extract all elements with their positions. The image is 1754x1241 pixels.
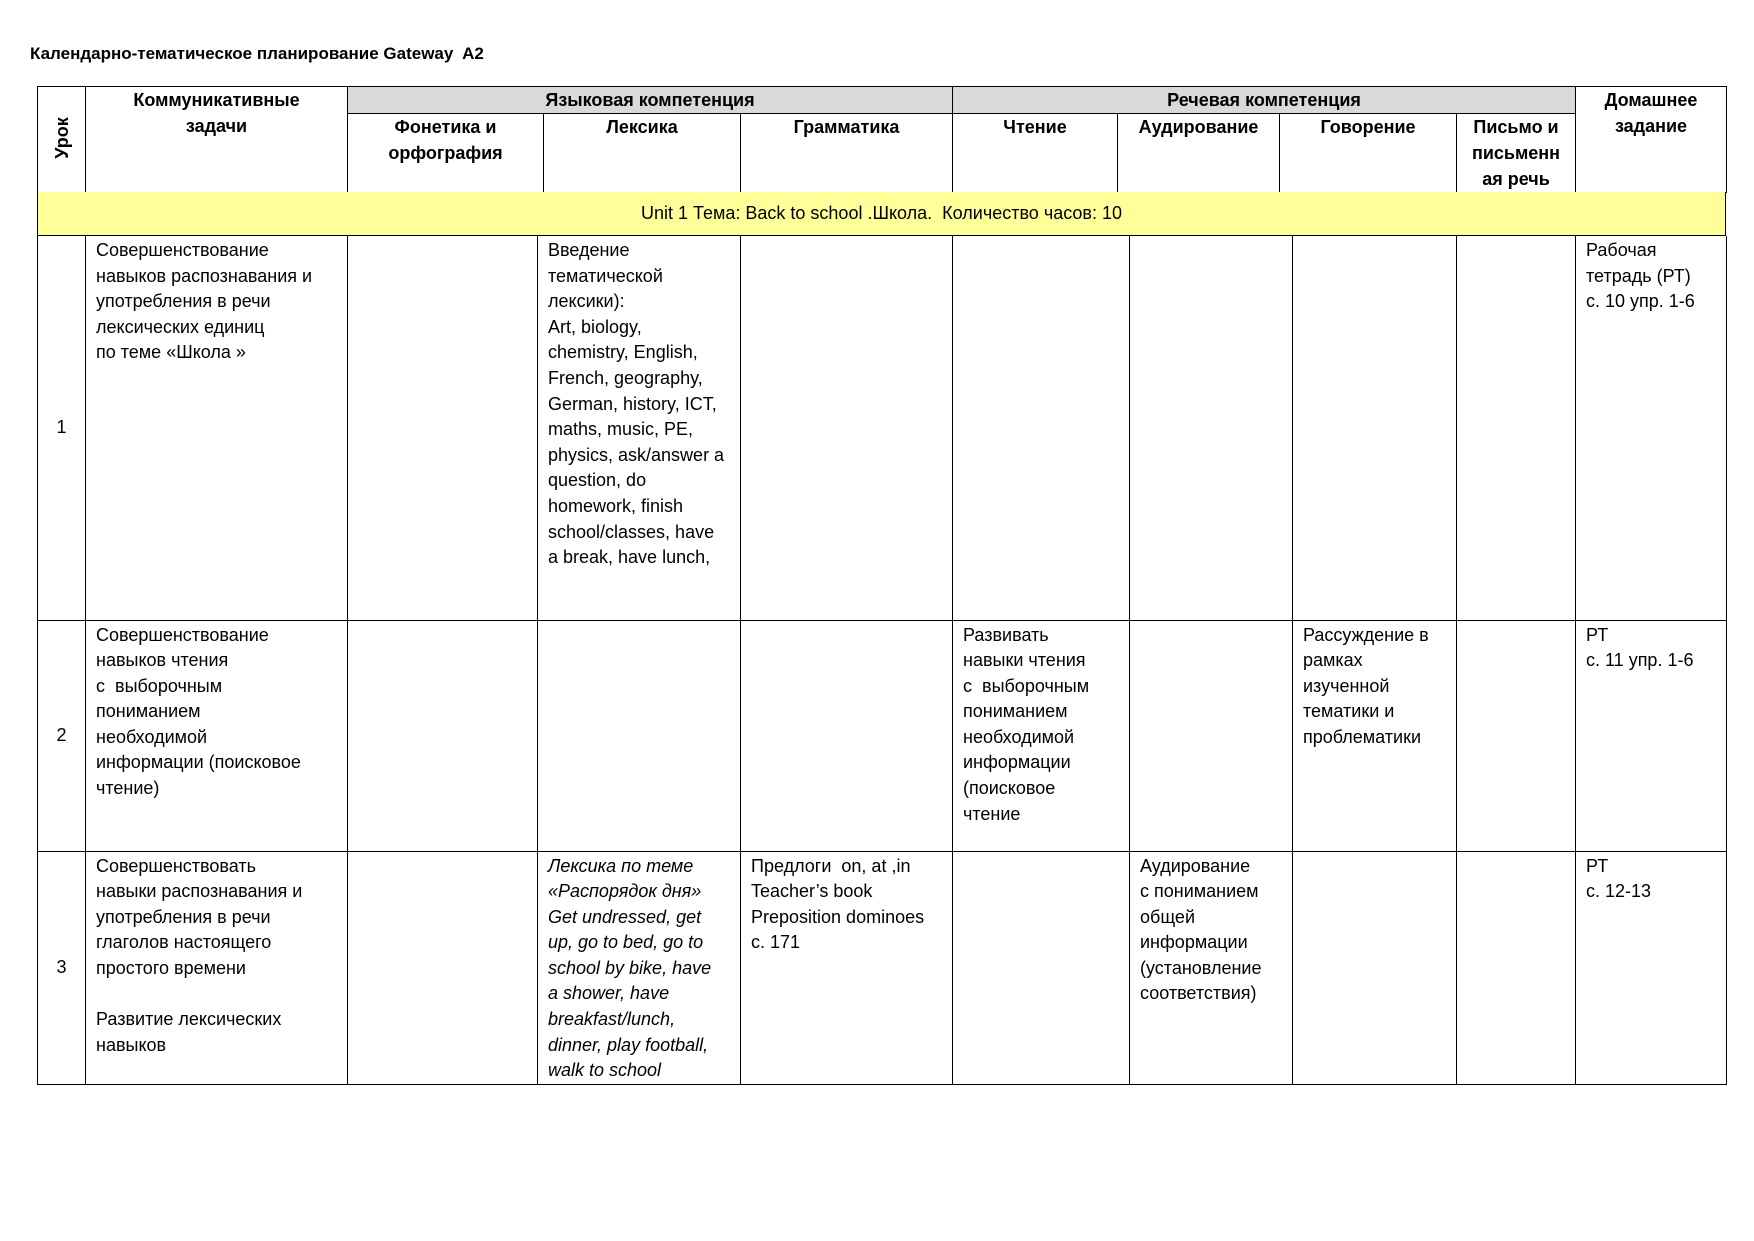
- header-writing-line: письменн: [1471, 143, 1561, 163]
- cell-line: проблематики: [1303, 726, 1422, 747]
- header-tasks: [86, 87, 348, 193]
- cell-line: German, history, ICT,: [548, 393, 717, 414]
- cell-writing: [1457, 620, 1576, 851]
- header-vocabulary: [544, 114, 741, 193]
- cell-writing: [1457, 851, 1576, 1084]
- cell-line: лексики):: [548, 291, 625, 312]
- cell-line: пониманием: [963, 701, 1068, 722]
- header-listening: [1118, 114, 1280, 193]
- unit-banner: [37, 192, 1726, 236]
- cell-line: homework, finish: [548, 495, 684, 516]
- row-number: 2: [38, 620, 86, 851]
- cell-line: Preposition dominoes: [751, 906, 925, 927]
- header-homework: [1576, 87, 1727, 193]
- cell-writing: [1457, 236, 1576, 620]
- cell-line: a shower, have: [548, 983, 670, 1004]
- cell-tasks: [86, 851, 348, 1084]
- cell-line: Рабочая: [1586, 240, 1657, 260]
- header-vocabulary-label: Лексика: [606, 117, 678, 137]
- header-reading: [953, 114, 1118, 193]
- cell-line: с. 171: [751, 932, 801, 953]
- cell-line: пониманием: [96, 701, 201, 722]
- cell-line: Развитие лексических: [96, 1009, 282, 1030]
- cell-phonetics: [348, 620, 538, 851]
- table-row: [38, 620, 1727, 851]
- cell-line: лексических единиц: [96, 316, 265, 337]
- cell-line: рамках: [1303, 650, 1363, 671]
- cell-line: Введение: [548, 240, 630, 260]
- cell-grammar: [741, 236, 953, 620]
- cell-reading: [953, 620, 1130, 851]
- header-listening-label: Аудирование: [1138, 117, 1259, 137]
- cell-line: по теме «Школа »: [96, 342, 246, 363]
- cell-reading: [953, 236, 1130, 620]
- header-speech-competence: [953, 87, 1576, 114]
- cell-homework: [1576, 236, 1727, 620]
- cell-line: навыков: [96, 1034, 167, 1055]
- cell-line: простого времени: [96, 957, 246, 978]
- cell-vocabulary: [538, 236, 741, 620]
- cell-line: a break, have lunch,: [548, 547, 711, 568]
- header-lesson: [38, 87, 86, 193]
- cell-line: глаголов настоящего: [96, 932, 272, 953]
- cell-line: school by bike, have: [548, 957, 712, 978]
- header-homework-line: Домашнее: [1604, 90, 1698, 110]
- cell-line: употребления в речи: [96, 291, 271, 312]
- cell-line: Get undressed, get: [548, 906, 702, 927]
- cell-line: dinner, play football,: [548, 1034, 709, 1055]
- cell-line: РТ: [1586, 855, 1609, 876]
- cell-line: Teacher’s book: [751, 881, 873, 902]
- cell-grammar: [741, 620, 953, 851]
- cell-speaking: [1293, 620, 1457, 851]
- cell-line: соответствия): [1140, 983, 1257, 1004]
- cell-line: тематики и: [1303, 701, 1395, 722]
- cell-line: breakfast/lunch,: [548, 1009, 676, 1030]
- header-phonetics: [348, 114, 544, 193]
- cell-vocabulary: [538, 620, 741, 851]
- cell-line: Совершенствование: [96, 240, 269, 260]
- header-phonetics-line: орфография: [388, 143, 503, 163]
- cell-line: с выборочным: [963, 675, 1090, 696]
- header-grammar-label: Грамматика: [793, 117, 900, 137]
- header-writing-line: Письмо и: [1473, 117, 1559, 137]
- cell-line: тетрадь (РТ): [1586, 265, 1691, 286]
- cell-line: с. 10 упр. 1-6: [1586, 291, 1695, 312]
- unit-banner-label: Unit 1 Тема: Back to school .Школа. Количество часов: 10: [640, 203, 1123, 223]
- header-homework-line: задание: [1614, 116, 1688, 136]
- header-tasks-line: Коммуникативные: [133, 90, 300, 110]
- cell-line: информации: [963, 752, 1071, 773]
- cell-line: «Распорядок дня»: [548, 881, 702, 902]
- cell-line: (поисковое: [963, 778, 1056, 799]
- cell-line: информации (поисковое: [96, 752, 301, 773]
- cell-line: чтение: [963, 803, 1021, 824]
- cell-speaking: [1293, 851, 1457, 1084]
- row-number: 1: [38, 236, 86, 620]
- cell-line: с пониманием: [1140, 881, 1259, 902]
- cell-phonetics: [348, 236, 538, 620]
- cell-line: общей: [1140, 906, 1195, 927]
- cell-line: question, do: [548, 470, 647, 491]
- header-writing: [1457, 114, 1576, 193]
- cell-line: school/classes, have: [548, 521, 715, 542]
- cell-line: чтение): [96, 778, 160, 799]
- cell-line: необходимой: [963, 726, 1075, 747]
- cell-line: walk to school: [548, 1060, 662, 1081]
- cell-listening: [1130, 851, 1293, 1084]
- header-speech-competence-label: Речевая компетенция: [1167, 90, 1361, 110]
- header-tasks-line: задачи: [185, 116, 248, 136]
- cell-homework: [1576, 851, 1727, 1084]
- cell-line: навыков чтения: [96, 650, 229, 671]
- cell-line: Лексика по теме: [548, 855, 694, 876]
- header-table: [37, 86, 1727, 193]
- cell-grammar: [741, 851, 953, 1084]
- header-grammar: [741, 114, 953, 193]
- cell-line: Совершенствовать: [96, 855, 256, 876]
- row-number: 3: [38, 851, 86, 1084]
- cell-line: Развивать: [963, 624, 1049, 645]
- cell-line: (установление: [1140, 957, 1262, 978]
- cell-line: навыков распознавания и: [96, 265, 313, 286]
- header-speaking-label: Говорение: [1320, 117, 1416, 137]
- cell-line: Аудирование: [1140, 855, 1251, 876]
- header-lesson-label: Урок: [51, 117, 72, 159]
- cell-line: maths, music, PE,: [548, 419, 694, 440]
- cell-line: French, geography,: [548, 367, 703, 388]
- cell-line: Рассуждение в: [1303, 624, 1429, 645]
- header-reading-label: Чтение: [1003, 117, 1067, 137]
- cell-line: с. 11 упр. 1-6: [1586, 650, 1694, 671]
- cell-line: Предлоги on, at ,in: [751, 855, 911, 876]
- cell-homework: [1576, 620, 1727, 851]
- cell-line: с. 12-13: [1586, 881, 1652, 902]
- cell-listening: [1130, 236, 1293, 620]
- cell-tasks: [86, 620, 348, 851]
- cell-line: навыки распознавания и: [96, 881, 303, 902]
- header-language-competence-label: Языковая компетенция: [545, 90, 755, 110]
- cell-listening: [1130, 620, 1293, 851]
- header-phonetics-line: Фонетика и: [394, 117, 497, 137]
- table-row: [38, 236, 1727, 620]
- cell-line: изученной: [1303, 675, 1390, 696]
- cell-line: тематической: [548, 265, 663, 286]
- lessons-table: [37, 236, 1727, 1085]
- cell-line: употребления в речи: [96, 906, 271, 927]
- cell-line: up, go to bed, go to: [548, 932, 704, 953]
- header-writing-line: ая речь: [1482, 169, 1550, 189]
- cell-line: РТ: [1586, 624, 1609, 645]
- table-row: [38, 851, 1727, 1084]
- cell-line: навыки чтения: [963, 650, 1086, 671]
- header-speaking: [1280, 114, 1457, 193]
- cell-vocabulary: [538, 851, 741, 1084]
- cell-phonetics: [348, 851, 538, 1084]
- cell-line: physics, ask/answer a: [548, 444, 725, 465]
- cell-line: информации: [1140, 932, 1248, 953]
- cell-line: Совершенствование: [96, 624, 269, 645]
- cell-reading: [953, 851, 1130, 1084]
- cell-tasks: [86, 236, 348, 620]
- cell-line: chemistry, English,: [548, 342, 698, 363]
- cell-line: [96, 981, 337, 1007]
- cell-line: необходимой: [96, 726, 208, 747]
- cell-speaking: [1293, 236, 1457, 620]
- cell-line: Art, biology,: [548, 316, 642, 337]
- header-language-competence: [348, 87, 953, 114]
- cell-line: с выборочным: [96, 675, 223, 696]
- document-title: Календарно-тематическое планирование Gateway A2: [30, 44, 484, 63]
